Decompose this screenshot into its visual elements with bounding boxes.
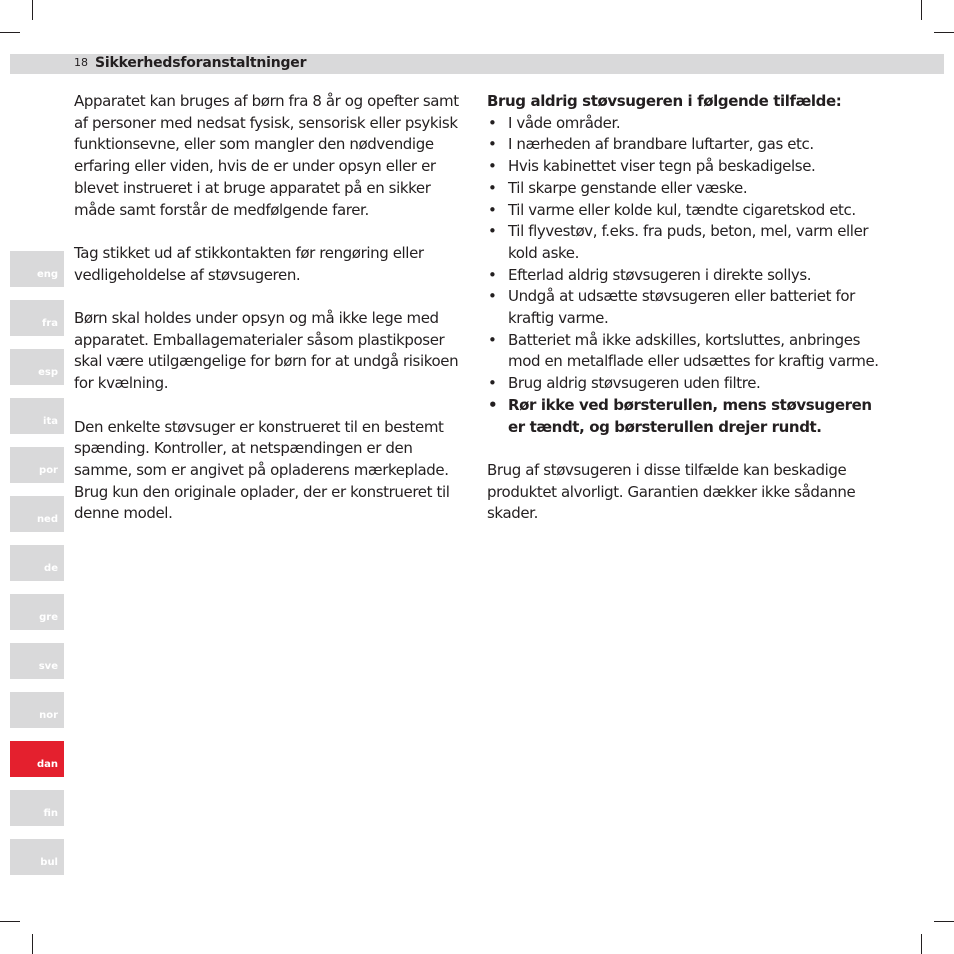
lang-tab-sve[interactable]: sve bbox=[10, 643, 64, 679]
lang-tab-esp[interactable]: esp bbox=[10, 349, 64, 385]
left-column bbox=[74, 91, 466, 547]
list-item: • Hvis kabinettet viser tegn på beskadigelse. bbox=[487, 156, 879, 178]
lang-tab-por[interactable]: por bbox=[10, 447, 64, 483]
paragraph: Apparatet kan bruges af børn fra 8 år og opefter samt af personer med nedsat fysisk, sensorisk eller psykisk funktionsevne, eller som mangler den nødvendige erfaring eller viden, hvis de er under opsyn eller er blevet instrueret i at bruge apparatet på en sikker måde samt forstår de medfølgende farer. bbox=[74, 92, 459, 219]
crop-mark bbox=[0, 32, 20, 33]
paragraph: Den enkelte støvsuger er konstrueret til en bestemt spænding. Kontroller, at netspændingen er den samme, som er angivet på opladerens mærkeplade. Brug kun den originale oplader, der er konstrueret til denne model. bbox=[74, 417, 450, 523]
closing-paragraph: Brug af støvsugeren i disse tilfælde kan beskadige produktet alvorligt. Garantien dækker ikke sådanne skader. bbox=[487, 460, 856, 523]
paragraph: Børn skal holdes under opsyn og må ikke lege med apparatet. Emballagematerialer såsom plastikposer skal være utilgængelige for børn for at undgå risikoen for kvælning. bbox=[74, 309, 459, 393]
page-number: 18 bbox=[74, 56, 88, 69]
crop-mark bbox=[921, 0, 922, 20]
lang-tab-ned[interactable]: ned bbox=[10, 496, 64, 532]
list-item: • Til flyvestøv, f.eks. fra puds, beton, mel, varm eller kold aske. bbox=[487, 221, 879, 264]
lang-tab-fra[interactable]: fra bbox=[10, 300, 64, 336]
warning-list bbox=[487, 113, 879, 439]
list-item: • Efterlad aldrig støvsugeren i direkte sollys. bbox=[487, 265, 879, 287]
list-item: • I nærheden af brandbare luftarter, gas etc. bbox=[487, 134, 879, 156]
lang-tab-fin[interactable]: fin bbox=[10, 790, 64, 826]
list-item: • I våde områder. bbox=[487, 113, 879, 135]
lang-tab-eng[interactable]: eng bbox=[10, 251, 64, 287]
crop-mark bbox=[921, 934, 922, 954]
list-item-warning: • Rør ikke ved børsterullen, mens støvsugeren er tændt, og børsterullen drejer rundt. bbox=[487, 395, 879, 438]
lang-tab-ita[interactable]: ita bbox=[10, 398, 64, 434]
list-item: • Til varme eller kolde kul, tændte cigaretskod etc. bbox=[487, 200, 879, 222]
list-item: • Undgå at udsætte støvsugeren eller batteriet for kraftig varme. bbox=[487, 286, 879, 329]
list-item: • Batteriet må ikke adskilles, kortsluttes, anbringes mod en metalflade eller udsættes for kraftig varme. bbox=[487, 330, 879, 373]
list-item: • Til skarpe genstande eller væske. bbox=[487, 178, 879, 200]
lang-tab-gre[interactable]: gre bbox=[10, 594, 64, 630]
section-heading: Brug aldrig støvsugeren i følgende tilfælde: bbox=[487, 92, 842, 110]
list-item: • Brug aldrig støvsugeren uden filtre. bbox=[487, 373, 879, 395]
lang-tab-dan[interactable]: dan bbox=[10, 741, 64, 777]
crop-mark bbox=[934, 921, 954, 922]
crop-mark bbox=[934, 32, 954, 33]
right-column bbox=[487, 91, 879, 547]
paragraph: Tag stikket ud af stikkontakten før rengøring eller vedligeholdelse af støvsugeren. bbox=[74, 243, 424, 284]
lang-tab-de[interactable]: de bbox=[10, 545, 64, 581]
page-title: Sikkerhedsforanstaltninger bbox=[95, 55, 307, 71]
lang-tab-nor[interactable]: nor bbox=[10, 692, 64, 728]
crop-mark bbox=[0, 921, 20, 922]
crop-mark bbox=[32, 0, 33, 20]
lang-tab-bul[interactable]: bul bbox=[10, 839, 64, 875]
crop-mark bbox=[32, 934, 33, 954]
